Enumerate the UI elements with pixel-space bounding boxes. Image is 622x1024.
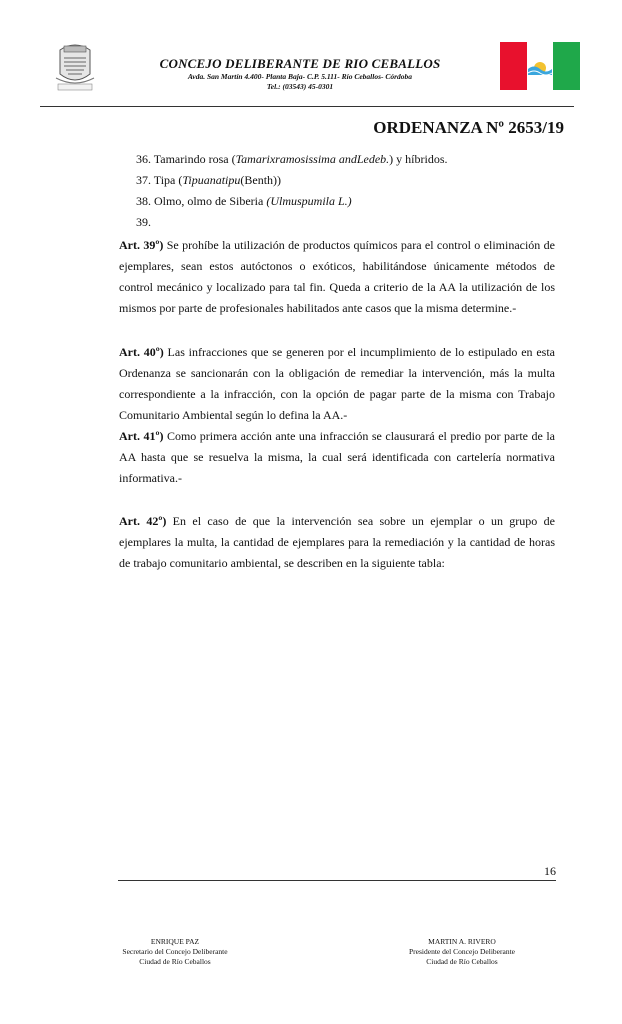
signatory-name: MARTIN A. RIVERO <box>428 937 496 946</box>
article-40 <box>119 342 555 426</box>
article-text: En el caso de que la intervención sea sobre un ejemplar o un grupo de ejemplares la multa, la cantidad de ejemplares para la remediación y la cantidad de horas de trabajo comunitario ambiental, se describen en la siguiente tabla: <box>119 514 555 570</box>
list-item: 39. <box>136 215 151 229</box>
header-divider <box>40 106 574 107</box>
article-text: Las infracciones que se generen por el incumplimiento de lo estipulado en esta Ordenanza se sancionarán con la obligación de remediar la intervención, más la multa correspondiente a la infracción, con la opción de pagar parte de la misma con Trabajo Comunitario Ambiental según lo defina la AA.- <box>119 345 555 422</box>
signatory-role: Presidente del Concejo Deliberante <box>408 947 515 956</box>
article-42 <box>119 511 555 574</box>
signature-block-secretary <box>85 937 265 967</box>
signatory-place: Ciudad de Río Ceballos <box>426 957 498 966</box>
council-address: Avda. San Martín 4.400- Planta Baja- C.P. 5.111- Río Ceballos- Córdoba <box>187 72 413 81</box>
article-label: Art. 42º) <box>119 514 167 528</box>
municipal-seal-icon <box>52 38 98 94</box>
signatory-name: ENRIQUE PAZ <box>150 937 200 946</box>
signatory-place: Ciudad de Río Ceballos <box>139 957 211 966</box>
council-phone: Tel.: (03543) 45-0301 <box>266 82 334 91</box>
article-39 <box>119 235 555 319</box>
footer-divider <box>118 880 556 881</box>
list-item: 37. Tipa (Tipuanatipu(Benth)) <box>136 173 282 187</box>
signature-block-president <box>372 937 552 967</box>
signatory-role: Secretario del Concejo Deliberante <box>122 947 228 956</box>
article-label: Art. 39º) <box>119 238 164 252</box>
article-text: Se prohíbe la utilización de productos químicos para el control o eliminación de ejemplares, sean estos autóctonos o exóticos, habilitándose únicamente métodos de control mecánico y localizado para tal fin. Queda a criterio de la AA la utilización de los mismos por parte de profesionales habilitados ante casos que la misma determine.- <box>119 238 556 315</box>
page-number: 16 <box>544 864 556 878</box>
article-text: Como primera acción ante una infracción se clausurará el predio por parte de la AA hasta que se resuelva la misma, la cual será identificada con cartelería normativa informativa.- <box>119 429 555 485</box>
article-label: Art. 40º) <box>119 345 164 359</box>
article-41 <box>119 426 555 489</box>
council-name: CONCEJO DELIBERANTE DE RIO CEBALLOS <box>159 56 441 71</box>
list-item: 38. Olmo, olmo de Siberia (Ulmuspumila L.) <box>136 194 352 208</box>
ordinance-title: ORDENANZA Nº 2653/19 <box>373 118 564 137</box>
article-label: Art. 41º) <box>119 429 164 443</box>
city-flag-icon <box>500 42 580 90</box>
list-item: 36. Tamarindo rosa (Tamarixramosissima andLedeb.) y híbridos. <box>136 152 448 166</box>
